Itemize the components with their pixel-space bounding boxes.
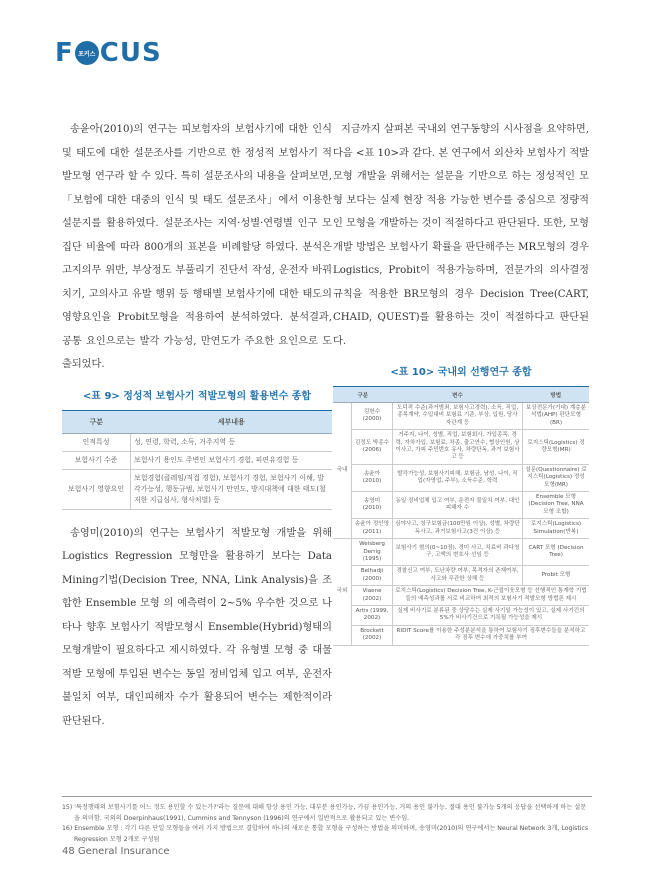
table-cell: 로지스틱(Logistics) Decision Tree, K-근접이웃모형 등 선행적인 통계학 기법들의 예측성과를 서로 비교하여 최적의 보험사기 적발모형 방법론 제시 (393, 586, 590, 606)
left-paragraph-1: 송윤아(2010)의 연구는 피보험자의 보험사기에 대한 인식 및 태도에 대한 설문조사를 기반으로 한 정성적 보험사기 적발모형 연구라 할 수 있다. 특히 설문조사의 내용을 살펴보면, 「보험에 대한 대중의 인식 및 태도 설문조사」에서 이용한 설문지를 활용하였다. 설문조사는 지역·성별·연령별 인구 모집단 비율에 따라 800개의 표본을 비례할당 하였다. 분석은 고지의무 위반, 부상정도 부풀리기 진단서 작성, 운전자 바꿔치기, 고의사고 유발 행위 등 행태별 보험사기에 대한 태도의 영향요인을 Probit모형을 적용하여 분석하였다. 분석결과, 공통 요인으로는 발각 가능성, 만연도가 주요한 요인으로 도출되었다. (62, 124, 332, 370)
table-cell: Ensemble 모형 (Decision Tree, NNA 모형 조합) (523, 492, 590, 519)
table-cell: Weisberg Derrig (1995) (352, 539, 393, 566)
table-row (333, 430, 589, 465)
table-cell: 인적특성 (62, 433, 131, 451)
left-paragraph-2: 송영미(2010)의 연구는 보험사기 적발모형 개발을 위해 Logistics Regression 모형만을 활용하기 보다는 Data Mining기법(Decision Tree, NNA, Link Analysis)을 조합한 Ensemble 모형 의 예측력이 2~5% 우수한 것으로 나타나 향후 보험사기 적발모형시 Ensemble(Hybrid)형태의 모형개발이 필요하다고 제시하였다. 각 유형별 모형 중 대물 적발 모형에 투입된 변수는 동일 정비업체 입고 여부, 운전자 불일치 여부, 대인피해자 수가 활용되어 변수는 제한적이라 판단된다. (62, 527, 332, 727)
table10-header-variables: 변수 (393, 387, 523, 403)
table-cell: 김헌수 (2000) (352, 403, 393, 430)
table-cell: 성, 연령, 학력, 소득, 거주지역 등 (131, 433, 333, 451)
table-cell: 보험경험(클레임/직접 경험), 보험사기 경험, 보험사기 이해, 발각가능성, 행동규범, 보험사기 만연도, 방지대책에 대한 태도(철저한 지급심사, 형사처벌) 등 (131, 469, 333, 509)
footnote-15: 15) '특정행태의 보험사기를 어느 정도 용인할 수 있는가?'라는 질문에 대해 항상 용인 가능, 대부분 용인가능, 가끔 용인가능, 거의 용인 불가능, 절대 용인 불가능 5개의 응답을 선택하게 하는 설문을 의미함. 국외의 Doerpinhaus(1991), Cummins and Tennyson (1996)의 연구에서 일반적으로 활용되고 있는 변수임. (62, 804, 587, 822)
table-cell: CART 모형 (Decision Tree) (523, 539, 590, 566)
table-cell: 보험사기 영향요인 (62, 469, 131, 509)
table-cell: Artis (1999, 2002) (352, 605, 393, 625)
table-cell: 동일 정비업체 입고 여부, 운전자 불일치 여부, 대인피해자 수 (393, 492, 523, 519)
table-row (333, 492, 589, 519)
table10-header-category: 구분 (333, 387, 393, 403)
table-cell: 보상전문가(기대) 계층분석법(AHP) 판단모형(BR) (523, 403, 590, 430)
table-row (333, 519, 589, 539)
left-column (62, 118, 332, 733)
table-row (333, 539, 589, 566)
table-cell: 거주지, 나이, 성별, 직업, 보험회사, 가입종목, 경력, 자차가입, 보험료, 차종, 출고연수, 협상인원, 상이사고, 가피 주민번호 유사, 차량단독, 과거 보험사고 등 (393, 430, 523, 465)
page-label: General Insurance (77, 846, 170, 857)
table-cell: 송윤아 정인영 (2011) (352, 519, 393, 539)
table-row (333, 586, 589, 606)
footnote-16: 16) Ensemble 모형 : 각기 다른 단일 모형들을 여러 가지 방법으로 결합하여 하나의 새로운 통합 모형을 구성하는 방법을 의미하며, 송영미(2010)의 연구에서는 Neural Network 3개, Logistics Regression 모형 2개로 구성됨 (62, 825, 589, 843)
logo-ring: 포커스 (75, 41, 99, 65)
footnotes (62, 796, 592, 845)
table10-header-method: 방법 (523, 387, 590, 403)
table-cell: 보험사기 수준 (62, 451, 131, 469)
table10 (333, 386, 589, 646)
table-row (62, 451, 332, 469)
table-cell: 도덕적 수준(과거범죄, 보험사고경력), 소득, 직업, 종목계약, 수입대비 보험료 기준, 부상, 입원, 당사자관계 등 (393, 403, 523, 430)
focus-logo (55, 38, 162, 68)
table-row (333, 566, 589, 586)
table-cell: 설문(Questionnaire) 로지스틱(Logistics) 정성모형(MR) (523, 464, 590, 491)
group-foreign: 국외 (333, 539, 352, 645)
table-cell: 로지스틱(Logistics) Simulation(반복) (523, 519, 590, 539)
table9-header-category: 구분 (62, 410, 131, 433)
right-paragraph-1: 지금까지 살펴본 국내외 연구동향의 시사점을 요약하면, 다음 <표 10>과 같다. 본 연구에서 외산차 보험사기 적발모형 개발을 위해서는 설문을 기반으로 하는 정성적인 모형 보다는 실제 현장 적용 가능한 변수를 중심으로 정량적인 모형을 개발하는 것이 적절하다고 판단된다. 또한, 모형개발 방법은 보험사기 확률을 판단해주는 MR모형의 경우 Logistics, Probit이 적용가능하며, 전문가의 의사결정 규칙을 적용한 BR모형의 경우 Decision Tree(CART, CHAID, QUEST)를 활용하는 것이 적절하다고 판단된다. (333, 124, 590, 347)
group-domestic: 국내 (333, 403, 352, 539)
table-cell: Viaene (2002) (352, 586, 393, 606)
table-cell: 김정도 박종수 (2006) (352, 430, 393, 465)
table-cell: 경찰신고 여부, 도난차량 여부, 목격자의 존재여부, 사고와 무관한 상해 등 (393, 566, 523, 586)
logo-left: F (55, 38, 74, 68)
table-row (333, 464, 589, 491)
table-cell: 송영미 (2010) (352, 492, 393, 519)
table9-title: <표 9> 정성적 보험사기 적발모형의 활용변수 종합 (82, 390, 312, 402)
table-cell: Probit 모형 (523, 566, 590, 586)
table-row (333, 625, 589, 645)
table-row (62, 433, 332, 451)
table10-title: <표 10> 국내외 선행연구 종합 (390, 367, 532, 378)
table-cell: Brockett (2002) (352, 625, 393, 645)
table-cell: 발각가능성, 보험사기피해, 보험금, 남성, 나이, 직업(자영업, 주부), 소득수준, 학력 (393, 464, 523, 491)
table-cell: 실제 비사기로 분류된 중 상당수는 실제 사기일 가능성이 있고, 실제 사기건의 5%가 비사기건으로 기록될 가능성을 제시 (393, 605, 590, 625)
table-row (62, 469, 332, 509)
table-row (333, 605, 589, 625)
table-cell: 보험사기 용인도 주변인 보험사기 경험, 피편유경험 등 (131, 451, 333, 469)
table9 (62, 410, 332, 510)
table-cell: 보험사기 혐의(0~10점), 경미 사고, 치료비 과다청구, 고액의 변호사 선임 등 (393, 539, 523, 566)
table-row (333, 403, 589, 430)
table-cell: 송윤아 (2010) (352, 464, 393, 491)
table9-header-detail: 세부내용 (131, 410, 333, 433)
table-cell: Belhadji (2000) (352, 566, 393, 586)
page-number: 48 (62, 846, 75, 857)
page-footer (62, 846, 170, 857)
right-column (333, 118, 589, 646)
table-cell: 로지스틱(Logistics) 정량모형(MR) (523, 430, 590, 465)
logo-right: CUS (99, 38, 162, 68)
table-cell: RIDIT Score를 이용한 주성분분석을 통하여 보험사기 징후변수들을 분석하고 각 징후 변수에 가중치를 부여 (393, 625, 590, 645)
table-cell: 심야사고, 청구보험금(100만원 이상), 성별, 차량단독사고, 과거보험사고(3건 이상) 등 (393, 519, 523, 539)
